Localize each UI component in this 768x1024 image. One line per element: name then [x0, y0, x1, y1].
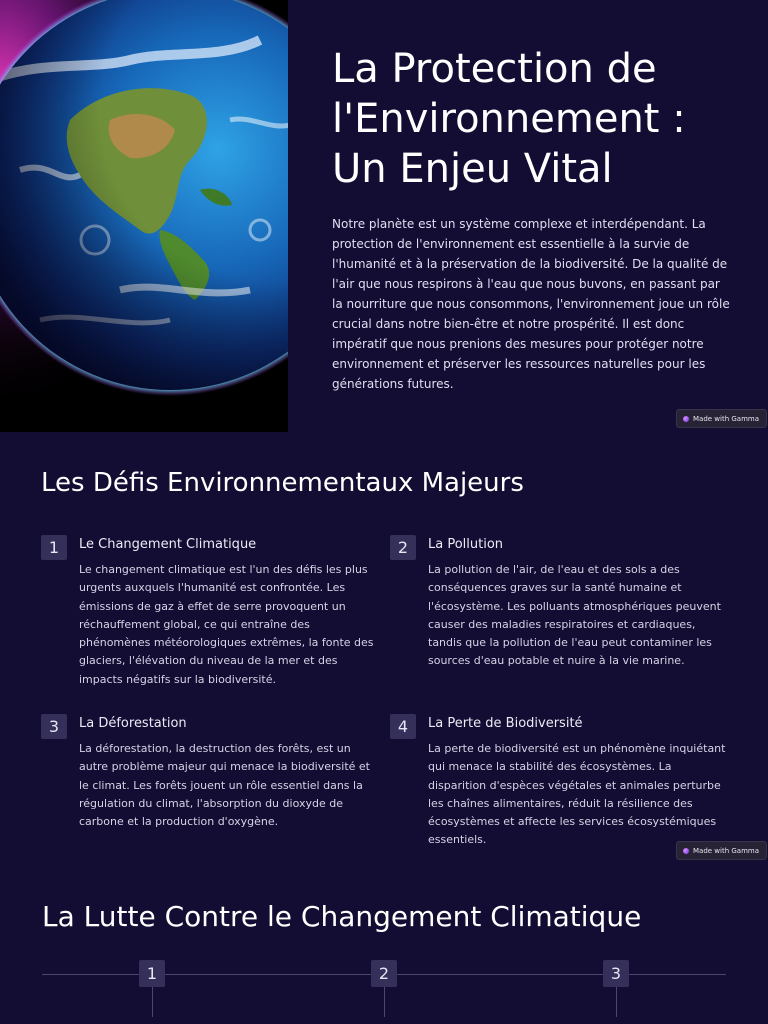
timeline-stem — [384, 987, 385, 1017]
challenge-number: 4 — [390, 714, 416, 739]
badge-label: Made with Gamma — [693, 414, 760, 423]
challenge-title: La Perte de Biodiversité — [428, 716, 583, 731]
timeline-step — [603, 960, 629, 1017]
challenge-number: 1 — [41, 535, 67, 560]
intro-paragraph: Notre planète est un système complexe et interdépendant. La protection de l'environnement est essentielle à la survie de l'humanité et à la préservation de la biodiversité. De la qualité de l'air que nous respirons à l'eau que nous buvons, en passant par la nourriture que nous consommons, l'environnement joue un rôle crucial dans notre bien-être et notre prospérité. Il est donc impératif que nous prenions des mesures pour protéger notre environnement et préserver les ressources naturelles pour les générations futures. — [332, 217, 730, 391]
timeline-stem — [152, 987, 153, 1017]
challenge-text: La perte de biodiversité est un phénomène inquiétant qui menace la stabilité des écosystèmes. La disparition d'espèces végétales et animales perturbe les chaînes alimentaires, réduit la résilience des écosystèmes et affecte les services écosystémiques essentiels. — [428, 742, 726, 847]
made-with-gamma-badge[interactable] — [676, 409, 767, 428]
hero-section — [0, 0, 768, 432]
challenge-number: 2 — [390, 535, 416, 560]
timeline-stem — [616, 987, 617, 1017]
timeline-step-number: 2 — [371, 960, 397, 987]
timeline-step — [139, 960, 165, 1017]
challenge-text: La déforestation, la destruction des forêts, est un autre problème majeur qui menace la biodiversité et le climat. Les forêts jouent un rôle essentiel dans la régulation du climat, l'absorption du dioxyde de carbone et la production d'oxygène. — [79, 742, 370, 829]
challenges-title: Les Défis Environnementaux Majeurs — [41, 468, 524, 498]
timeline-step — [371, 960, 397, 1017]
page-title: La Protection de l'Environnement : Un Enjeu Vital — [332, 46, 686, 192]
badge-label: Made with Gamma — [693, 846, 760, 855]
earth-image — [0, 0, 288, 432]
challenge-text: La pollution de l'air, de l'eau et des sols a des conséquences graves sur la santé humaine et l'écosystème. Les polluants atmosphériques peuvent causer des maladies respiratoires et cardiaques, tandis que la pollution de l'eau peut contaminer les sources d'eau potable et nuire à la vie marine. — [428, 563, 721, 668]
challenge-text: Le changement climatique est l'un des défis les plus urgents auxquels l'humanité est confrontée. Les émissions de gaz à effet de serre provoquent un réchauffement global, ce qui entraîne des phénomènes météorologiques extrêmes, la fonte des glaciers, l'élévation du niveau de la mer et des impacts négatifs sur la biodiversité. — [79, 563, 374, 686]
timeline-step-number: 1 — [139, 960, 165, 987]
earth-globe-icon — [0, 0, 288, 432]
challenge-number: 3 — [41, 714, 67, 739]
climate-title: La Lutte Contre le Changement Climatique — [42, 900, 642, 933]
gamma-logo-icon — [683, 416, 689, 422]
timeline-step-number: 3 — [603, 960, 629, 987]
challenge-title: La Déforestation — [79, 716, 187, 731]
challenge-title: La Pollution — [428, 537, 504, 552]
challenge-title: Le Changement Climatique — [79, 537, 257, 552]
gamma-logo-icon — [683, 848, 689, 854]
made-with-gamma-badge[interactable] — [676, 841, 767, 860]
